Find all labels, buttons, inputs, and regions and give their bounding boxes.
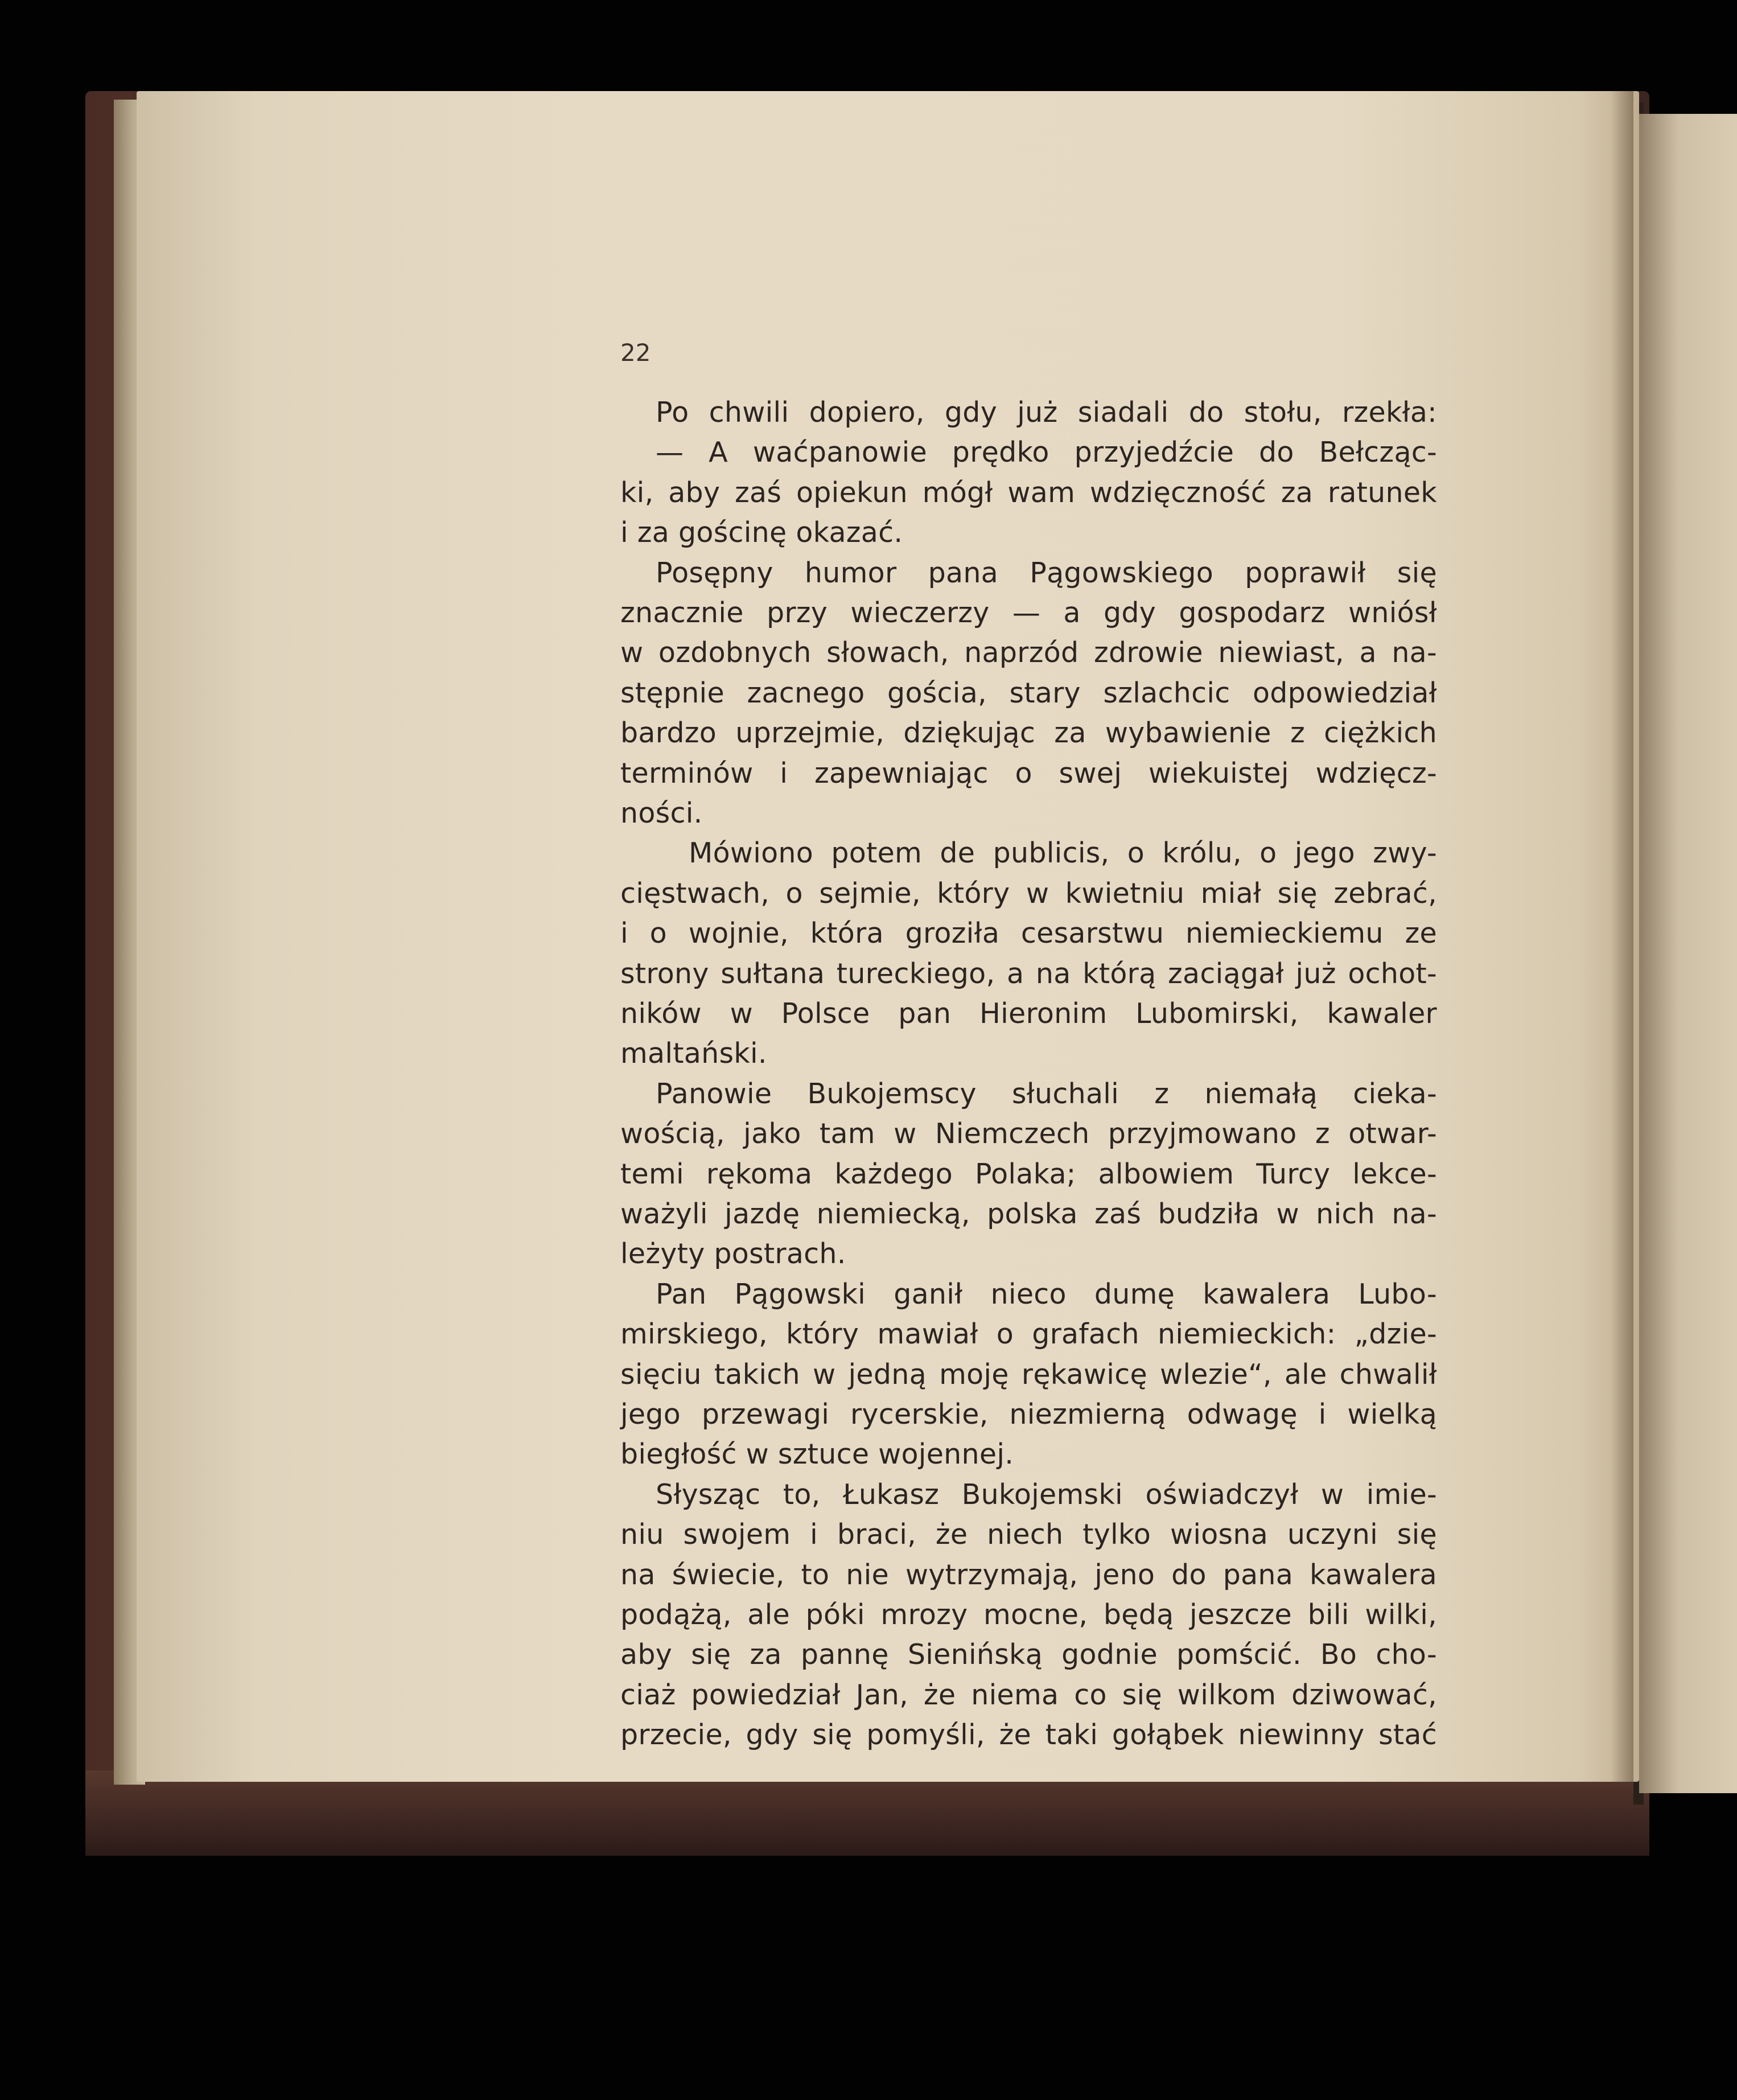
text-line: jego przewagi rycerskie, niezmierną odwagę i wielką — [620, 1398, 1437, 1431]
text-line: na świecie, to nie wytrzymają, jeno do pana kawalera — [620, 1558, 1437, 1591]
facing-page-edge — [1639, 114, 1737, 1793]
book-cover-bottom-edge — [85, 1770, 1649, 1856]
text-line: niu swojem i braci, że niech tylko wiosna uczyni się — [620, 1518, 1437, 1551]
text-line: Pan Pągowski ganił nieco dumę kawalera Lubo- — [656, 1277, 1437, 1310]
text-line: ności. — [620, 797, 703, 829]
text-line: stępnie zacnego gościa, stary szlachcic odpowiedział — [620, 676, 1437, 709]
text-line: temi rękoma każdego Polaka; albowiem Turcy lekce- — [620, 1157, 1437, 1190]
text-line: strony sułtana tureckiego, a na którą zaciągał już ochot- — [620, 957, 1437, 990]
text-line: leżyty postrach. — [620, 1238, 846, 1271]
text-line: przecie, gdy się pomyśli, że taki gołąbek niewinny stać — [620, 1719, 1437, 1752]
text-line: terminów i zapewniając o swej wiekuistej wdzięcz- — [620, 757, 1437, 790]
text-line: podążą, ale póki mrozy mocne, będą jeszcze bili wilki, — [620, 1598, 1437, 1631]
text-line: bardzo uprzejmie, dziękując za wybawienie z ciężkich — [620, 717, 1437, 750]
text-line: Posępny humor pana Pągowskiego poprawił się — [656, 556, 1437, 589]
text-line: Po chwili dopiero, gdy już siadali do stołu, rzekła: — [656, 396, 1437, 429]
text-line: mirskiego, który mawiał o grafach niemieckich: „dzie- — [620, 1318, 1437, 1351]
text-line: maltański. — [620, 1037, 767, 1070]
text-line: ciaż powiedział Jan, że niema co się wilkom dziwować, — [620, 1678, 1437, 1711]
text-line: wością, jako tam w Niemczech przyjmowano z otwar- — [620, 1117, 1437, 1150]
text-line: — A waćpanowie prędko przyjedźcie do Bełcząc- — [656, 436, 1437, 469]
text-line: i o wojnie, która groziła cesarstwu niemieckiemu ze — [620, 917, 1437, 950]
text-line: w ozdobnych słowach, naprzód zdrowie niewiast, a na- — [620, 636, 1437, 669]
text-line: ników w Polsce pan Hieronim Lubomirski, kawaler — [620, 997, 1437, 1030]
text-line: Panowie Bukojemscy słuchali z niemałą cieka- — [656, 1077, 1437, 1110]
text-line: Słysząc to, Łukasz Bukojemski oświadczył w imie- — [656, 1478, 1437, 1511]
page-number: 22 — [620, 339, 651, 367]
text-line: znacznie przy wieczerzy — a gdy gospodarz wniósł — [620, 597, 1437, 629]
text-line: i za gościnę okazać. — [620, 516, 903, 549]
text-line: aby się za pannę Sienińską godnie pomścić. Bo cho- — [620, 1638, 1437, 1671]
text-line: sięciu takich w jedną moję rękawicę wlezie“, ale chwalił — [620, 1358, 1437, 1391]
text-line: ważyli jazdę niemiecką, polska zaś budziła w nich na- — [620, 1198, 1437, 1230]
page-gutter-shade — [1611, 91, 1633, 1782]
text-line: cięstwach, o sejmie, który w kwietniu miał się zebrać, — [620, 877, 1437, 910]
text-line: ki, aby zaś opiekun mógł wam wdzięczność za ratunek — [620, 476, 1437, 509]
text-line: Mówiono potem de publicis, o królu, o jego zwy- — [689, 837, 1437, 870]
text-line: biegłość w sztuce wojennej. — [620, 1438, 1014, 1471]
